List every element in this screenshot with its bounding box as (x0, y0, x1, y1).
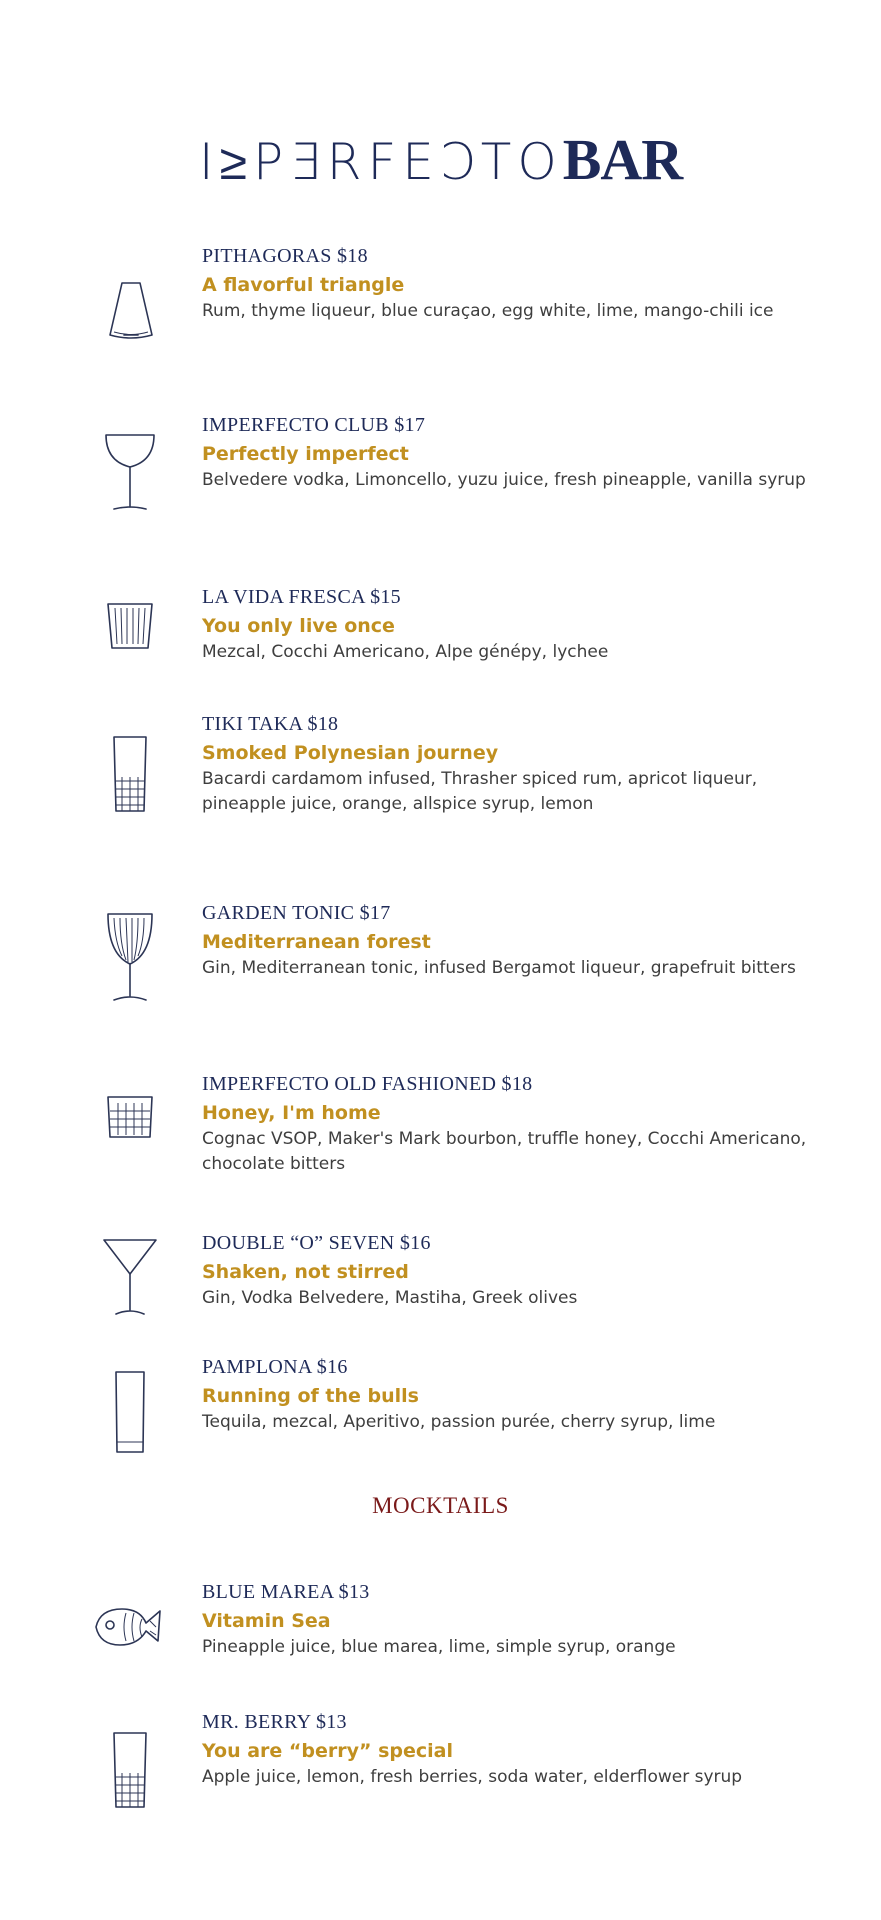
item-description: Tequila, mezcal, Aperitivo, passion purée, cherry syrup, lime (202, 1412, 716, 1432)
coupe-triangle-glass-icon (100, 277, 160, 347)
item-tagline: You are “berry” special (202, 1740, 454, 1762)
item-tagline: Mediterranean forest (202, 931, 431, 953)
item-tagline: Perfectly imperfect (202, 443, 409, 465)
gin-goblet-icon (100, 908, 160, 1008)
item-tagline: A flavorful triangle (202, 274, 405, 296)
logo-thin-text: I≥PƎRFEϽTO (198, 133, 563, 191)
tall-collins-glass-icon (100, 1368, 160, 1458)
item-name: LA VIDA FRESCA $15 (202, 586, 401, 608)
item-description: Apple juice, lemon, fresh berries, soda water, elderflower syrup (202, 1767, 743, 1787)
item-name: IMPERFECTO CLUB $17 (202, 414, 426, 436)
item-name: GARDEN TONIC $17 (202, 902, 391, 924)
item-name: DOUBLE “O” SEVEN $16 (202, 1232, 431, 1254)
coupe-glass-icon (100, 427, 160, 517)
logo-bold-text: BAR (562, 127, 683, 192)
item-description: Pineapple juice, blue marea, lime, simple syrup, orange (202, 1637, 676, 1657)
item-name: PAMPLONA $16 (202, 1356, 348, 1378)
item-description: Bacardi cardamom infused, Thrasher spiced rum, apricot liqueur, pineapple juice, orange, allspice syrup, lemon (202, 769, 758, 814)
item-description: Mezcal, Cocchi Americano, Alpe génépy, lychee (202, 642, 609, 662)
item-tagline: Vitamin Sea (202, 1610, 331, 1632)
highball-crosshatch-icon (100, 1729, 160, 1813)
fish-glass-icon (90, 1601, 164, 1651)
bar-logo (0, 127, 881, 192)
item-tagline: Running of the bulls (202, 1385, 419, 1407)
item-description: Belvedere vodka, Limoncello, yuzu juice, fresh pineapple, vanilla syrup (202, 470, 806, 490)
item-description: Gin, Mediterranean tonic, infused Bergamot liqueur, grapefruit bitters (202, 958, 796, 978)
item-tagline: Smoked Polynesian journey (202, 742, 499, 764)
item-name: PITHAGORAS $18 (202, 245, 368, 267)
item-tagline: Honey, I'm home (202, 1102, 381, 1124)
item-description: Gin, Vodka Belvedere, Mastiha, Greek olives (202, 1288, 578, 1308)
item-name: MR. BERRY $13 (202, 1711, 347, 1733)
mocktails-heading: MOCKTAILS (372, 1493, 509, 1518)
item-name: IMPERFECTO OLD FASHIONED $18 (202, 1073, 533, 1095)
highball-crosshatch-icon (100, 733, 160, 817)
item-name: BLUE MAREA $13 (202, 1581, 370, 1603)
item-description: Rum, thyme liqueur, blue curaçao, egg white, lime, mango-chili ice (202, 301, 774, 321)
rocks-glass-icon (100, 1093, 160, 1143)
item-description: Cognac VSOP, Maker's Mark bourbon, truffle honey, Cocchi Americano, chocolate bitters (202, 1129, 807, 1174)
martini-glass-icon (100, 1234, 160, 1320)
item-tagline: Shaken, not stirred (202, 1261, 409, 1283)
item-name: TIKI TAKA $18 (202, 713, 339, 735)
fluted-tumbler-icon (100, 598, 160, 654)
item-tagline: You only live once (202, 615, 395, 637)
